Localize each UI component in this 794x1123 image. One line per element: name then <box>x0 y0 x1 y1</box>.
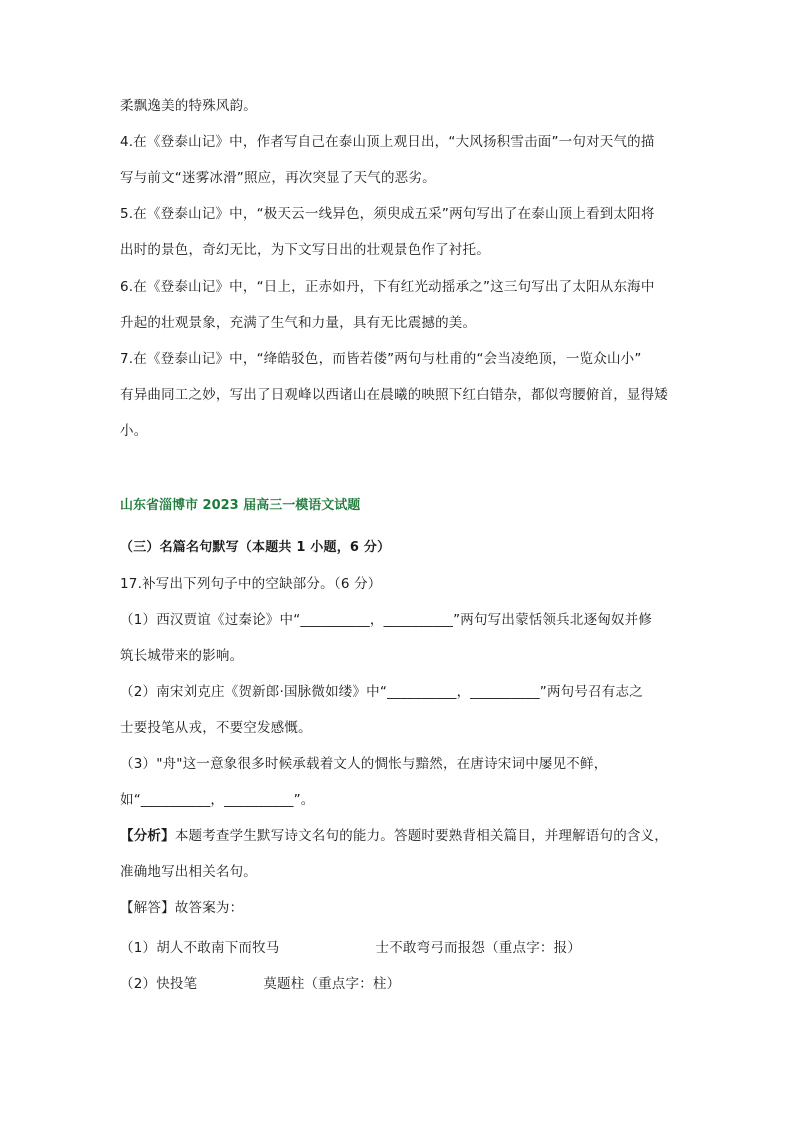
item-7-line-2: 有异曲同工之妙，写出了日观峰以西诸山在晨曦的映照下红白错杂，都似弯腰俯首，显得矮 <box>120 387 668 403</box>
item-6-line-1: 6.在《登泰山记》中，“日上，正赤如丹，下有红光动摇承之”这三句写出了太阳从东海中 <box>120 279 655 295</box>
question-3-line-1: （3）"舟"这一意象很多时候承载着文人的惆怅与黯然，在唐诗宋词中屡见不鲜， <box>120 756 608 772</box>
analysis-line-2: 准确地写出相关名句。 <box>120 864 257 880</box>
paragraph-line: 柔飘逸美的特殊风韵。 <box>120 98 257 114</box>
answer-2 <box>120 966 680 1002</box>
item-4-line-2: 写与前文“迷雾冰滑”照应，再次突显了天气的恶劣。 <box>120 170 436 186</box>
item-5-line-1: 5.在《登泰山记》中，“极天云一线异色，须臾成五采”两句写出了在泰山顶上看到太阳将 <box>120 206 655 222</box>
analysis-label: 【分析】 <box>120 828 175 844</box>
item-6-line-2: 升起的壮观景象，充满了生气和力量，具有无比震撼的美。 <box>120 315 477 331</box>
answer-heading: 【解答】故答案为： <box>120 900 244 916</box>
part-heading: （三）名篇名句默写（本题共 1 小题，6 分） <box>120 540 391 555</box>
question-17: 17.补写出下列句子中的空缺部分。（6 分） <box>120 576 382 592</box>
question-3-line-2: 如“__________，__________”。 <box>120 792 315 808</box>
question-1-line-2: 筑长城带来的影响。 <box>120 648 244 664</box>
section-title: 山东省淄博市 2023 届高三一模语文试题 <box>120 498 361 513</box>
item-4-line-1: 4.在《登泰山记》中，作者写自己在泰山顶上观日出，“大风扬积雪击面”一句对天气的描 <box>120 134 655 150</box>
answer-2-number: （2） <box>120 976 157 992</box>
item-5-line-2: 出时的景色，奇幻无比，为下文写日出的壮观景色作了衬托。 <box>120 242 490 258</box>
answer-1 <box>120 930 680 966</box>
item-7-line-3: 小。 <box>120 423 148 439</box>
analysis-text: 本题考查学生默写诗文名句的能力。答题时要熟背相关篇目，并理解语句的含义， <box>174 828 669 844</box>
answer-1-number: （1） <box>120 940 157 956</box>
analysis-line-1 <box>120 818 680 854</box>
answer-2-part-1: 快投笔 <box>156 976 198 992</box>
answer-2-part-2: 莫题柱（重点字：柱） <box>263 976 401 992</box>
item-7-line-1: 7.在《登泰山记》中，“绛皓驳色，而皆若偻”两句与杜甫的“会当凌绝顶，一览众山小” <box>120 351 642 367</box>
question-1-line-1: （1）西汉贾谊《过秦论》中“__________，__________”两句写出蒙恬领兵北逐匈奴并修 <box>120 612 653 628</box>
question-2-line-2: 士要投笔从戎，不要空发感慨。 <box>120 720 312 736</box>
answer-1-part-1: 胡人不敢南下而牧马 <box>156 940 280 956</box>
answer-1-part-2: 士不敢弯弓而报怨（重点字：报） <box>375 940 582 956</box>
question-2-line-1: （2）南宋刘克庄《贺新郎·国脉微如缕》中“__________，__________”两句号召有志之 <box>120 684 643 700</box>
